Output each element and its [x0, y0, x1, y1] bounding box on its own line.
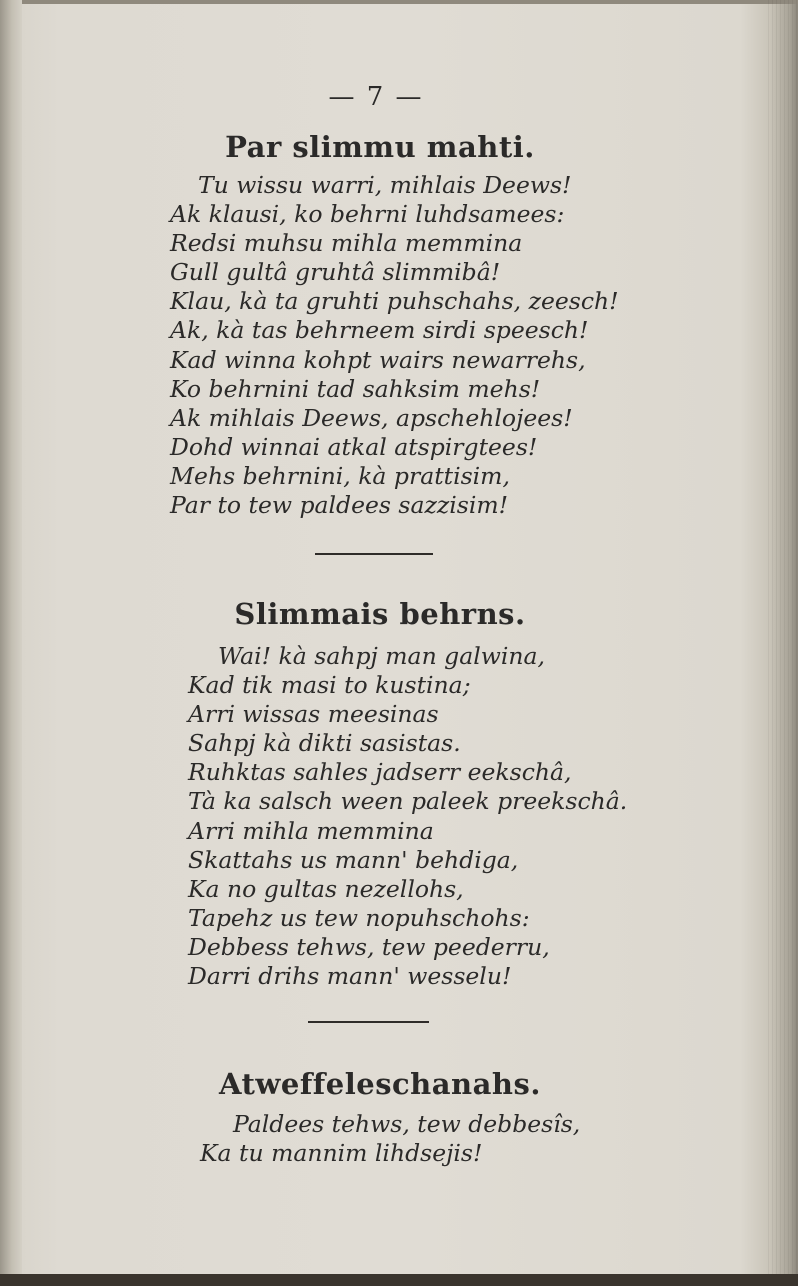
section-divider [308, 1021, 429, 1023]
poem-atweffeleschanahs [200, 1110, 580, 1168]
verse-line: Darri drihs mann' wesselu! [188, 962, 512, 991]
poem-slimmais-behrns [188, 642, 627, 991]
page-bottom-edge [0, 1274, 798, 1286]
verse-line: Paldees tehws, tew debbesîs, [233, 1110, 581, 1138]
verse-line: Ak mihlais Deews, apschehlojees! [170, 403, 573, 432]
verse-line: Arri wissas meesinas [188, 700, 439, 729]
verse-line: Ka no gultas nezellohs, [188, 874, 464, 903]
verse-line: Mehs behrnini, kà prattisim, [170, 461, 510, 490]
verse-line: Kad tik masi to kustina; [188, 671, 471, 700]
section-divider [315, 553, 433, 555]
page-number: — 7 — [328, 82, 424, 112]
verse-line: Ak klausi, ko behrni luhdsamees: [170, 200, 565, 229]
verse-line: Sahpj kà dikti sasistas. [188, 729, 461, 758]
verse-line: Kad winna kohpt wairs newarrehs, [170, 345, 586, 374]
verse-line: Tà ka salsch ween paleek preekschâ. [188, 787, 628, 816]
poem-par-slimmu-mahti [170, 171, 619, 520]
verse-line: Tu wissu warri, mihlais Deews! [198, 171, 572, 199]
verse-line: Ruhktas sahles jadserr eekschâ, [188, 758, 572, 787]
verse-line: Skattahs us mann' behdiga, [188, 845, 519, 874]
verse-line: Wai! kà sahpj man galwina, [218, 642, 545, 670]
verse-line: Debbess tehws, tew peederru, [188, 932, 550, 961]
verse-line: Klau, kà ta gruhti puhschahs, zeesch! [170, 287, 619, 316]
verse-line: Par to tew paldees sazzisim! [170, 491, 509, 520]
verse-line: Ko behrnini tad sahksim mehs! [170, 374, 541, 403]
page-top-edge [0, 0, 798, 4]
verse-line: Ka tu mannim lihdsejis! [200, 1139, 483, 1168]
verse-line: Ak, kà tas behrneem sirdi speesch! [170, 316, 589, 345]
verse-line: Tapehz us tew nopuhschohs: [188, 903, 530, 932]
page-fore-edge [768, 0, 798, 1286]
poem-title-par-slimmu-mahti: Par slimmu mahti. [225, 130, 535, 164]
poem-title-atweffeleschanahs: Atweffeleschanahs. [219, 1067, 541, 1101]
verse-line: Gull gultâ gruhtâ slimmibâ! [170, 258, 501, 287]
verse-line: Dohd winnai atkal atspirgtees! [170, 432, 538, 461]
poem-title-slimmais-behrns: Slimmais behrns. [234, 597, 526, 631]
verse-line: Redsi muhsu mihla memmina [170, 229, 523, 258]
verse-line: Arri mihla memmina [188, 816, 434, 845]
